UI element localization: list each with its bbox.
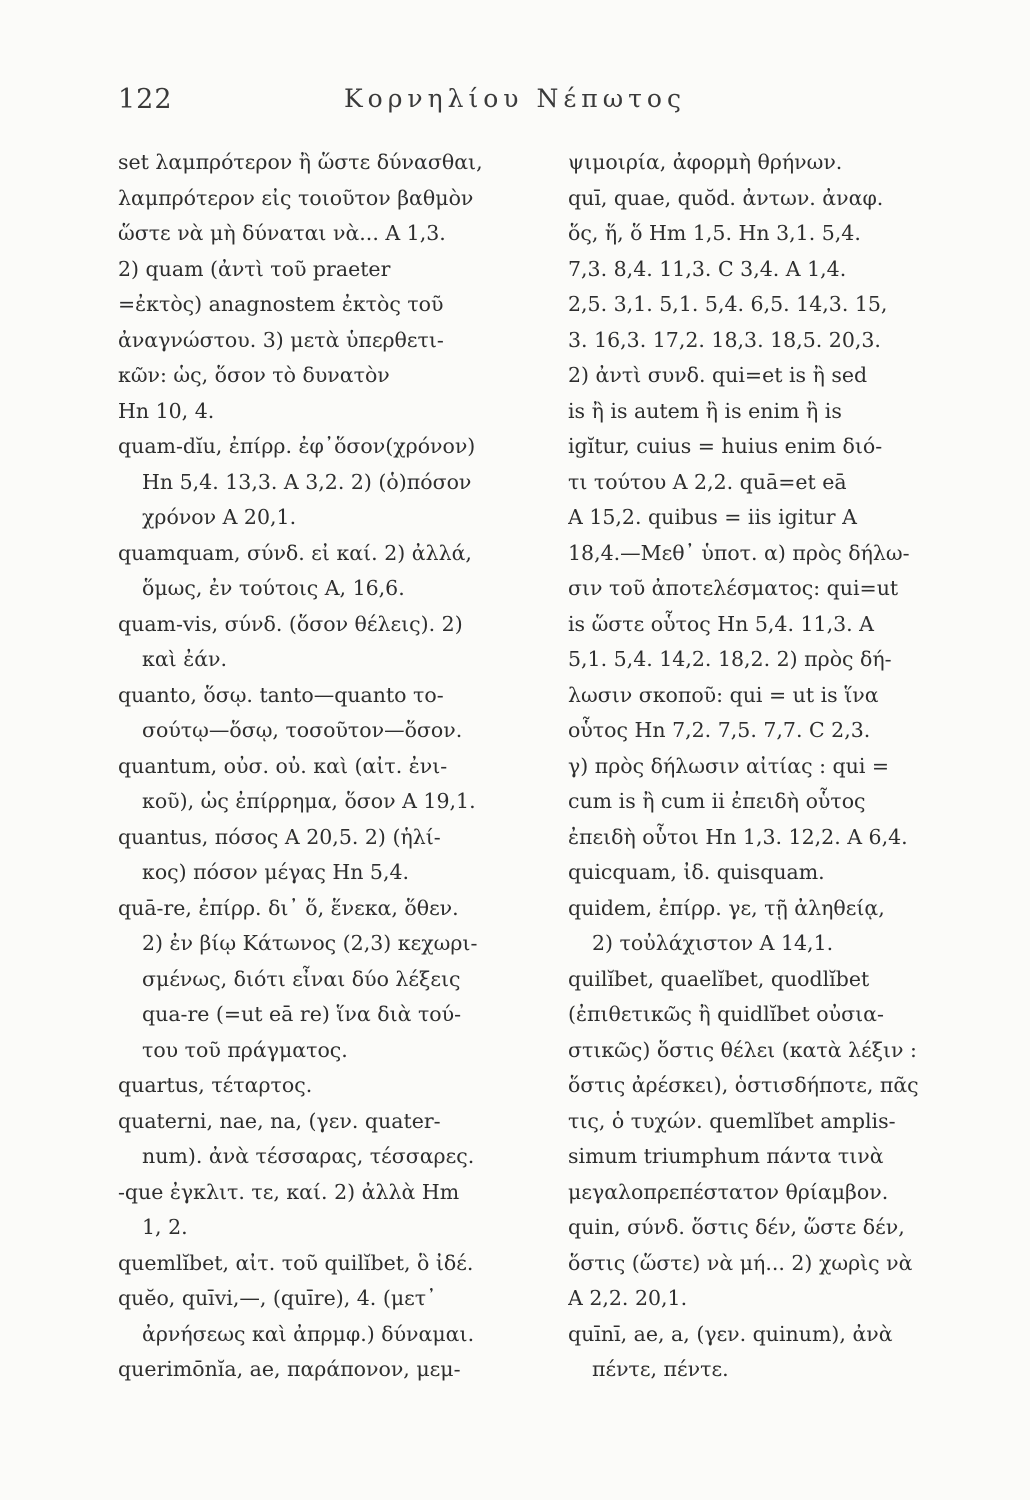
entry-line: quartus, τέταρτος.	[118, 1073, 313, 1097]
entry-line: ἐπειδὴ οὗτοι Hn 1,3. 12,2. A 6,4.	[568, 824, 908, 849]
entry-line: ὅς, ἥ, ὅ Hm 1,5. Hn 3,1. 5,4.	[568, 221, 861, 245]
entry-line: quin, σύνδ. ὅστις δέν, ὥστε δέν,	[568, 1215, 905, 1239]
entry-line: ὅστις (ὥστε) νὰ μή... 2) χωρὶς νὰ	[568, 1250, 913, 1275]
entry-line: A 2,2. 20,1.	[568, 1286, 688, 1310]
entry-line: num). ἀνὰ τέσσαρας, τέσσαρες.	[142, 1144, 475, 1168]
entry-line: Hn 5,4. 13,3. A 3,2. 2) (ὁ)πόσον	[142, 469, 472, 494]
entry-line: γ) πρὸς δήλωσιν αἰτίας : qui =	[568, 753, 890, 778]
entry-line: quĕo, quīvi,—, (quīre), 4. (μετ᾽	[118, 1286, 437, 1310]
right-column	[568, 145, 1008, 1388]
entry-line: quemlĭbet, αἰτ. τοῦ quilĭbet, ὃ ἰδέ.	[118, 1250, 474, 1275]
entry-line: cum is ἢ cum ii ἐπειδὴ οὗτος	[568, 789, 866, 813]
entry-line: quilĭbet, quaelĭbet, quodlĭbet	[568, 966, 870, 991]
entry-line: quanto, ὅσῳ. tanto—quanto το-	[118, 682, 444, 707]
entry-line: quā-re, ἐπίρρ. δι᾽ ὅ, ἕνεκα, ὅθεν.	[118, 895, 459, 920]
entry-line: μεγαλοπρεπέστατον θρίαμβον.	[568, 1179, 889, 1204]
entry-line: ψιμοιρία, ἀφορμὴ θρήνων.	[568, 150, 843, 174]
entry-line: 2) ἐν βίῳ Κάτωνος (2,3) κεχωρι-	[142, 931, 478, 955]
entry-line: 1, 2.	[142, 1215, 188, 1239]
entry-line: πέντε, πέντε.	[592, 1357, 729, 1381]
entry-line: =ἐκτὸς) anagnostem ἐκτὸς τοῦ	[118, 292, 444, 316]
entry-line: κῶν: ὡς, ὅσον τὸ δυνατὸν	[118, 363, 390, 387]
entry-line: 7,3. 8,4. 11,3. C 3,4. A 1,4.	[568, 256, 847, 281]
entry-line: 3. 16,3. 17,2. 18,3. 18,5. 20,3.	[568, 327, 881, 352]
entry-line: quam-dĭu, ἐπίρρ. ἐφ᾽ὅσον(χρόνον)	[118, 434, 476, 458]
entry-line: σιν τοῦ ἀποτελέσματος: qui=ut	[568, 576, 899, 600]
entry-line: Hn 10, 4.	[118, 398, 215, 423]
entry-line: κοῦ), ὡς ἐπίρρημα, ὅσον A 19,1.	[142, 789, 476, 813]
entry-line: quicquam, ἰδ. quisquam.	[568, 860, 825, 884]
entry-line: 2) ἀντὶ συνδ. qui=et is ἢ sed	[568, 363, 868, 387]
entry-line: quantum, οὐσ. οὐ. καὶ (αἰτ. ἐνι-	[118, 753, 448, 778]
entry-line: quaterni, nae, na, (γεν. quater-	[118, 1108, 441, 1133]
entry-line: ὥστε νὰ μὴ δύναται νὰ... A 1,3.	[118, 221, 446, 245]
entry-line: τι τούτου A 2,2. quā=et eā	[568, 469, 847, 494]
entry-line: τις, ὁ τυχών. quemlĭbet amplis-	[568, 1108, 896, 1133]
entry-line: χρόνον A 20,1.	[142, 505, 297, 529]
entry-line: σμένως, διότι εἶναι δύο λέξεις	[142, 966, 461, 991]
entry-line: ὅστις ἀρέσκει), ὁστισδήποτε, πᾶς	[568, 1073, 919, 1097]
entry-line: 2) quam (ἀντὶ τοῦ praeter	[118, 256, 391, 281]
entry-line: simum triumphum πάντα τινὰ	[568, 1144, 884, 1168]
entry-line: ἀναγνώστου. 3) μετὰ ὑπερθετι-	[118, 327, 444, 352]
entry-line: οὗτος Hn 7,2. 7,5. 7,7. C 2,3.	[568, 718, 871, 742]
entry-line: qua-re (=ut eā re) ἵνα διὰ τού-	[142, 1002, 462, 1026]
entry-line: ὅμως, ἐν τούτοις A, 16,6.	[142, 576, 405, 600]
entry-line: quidem, ἐπίρρ. γε, τῇ ἀληθείᾳ,	[568, 895, 885, 920]
entry-line: is ὥστε οὗτος Hn 5,4. 11,3. A	[568, 611, 874, 636]
entry-line: 2) τοὐλάχιστον A 14,1.	[592, 931, 834, 955]
entry-line: quam-vis, σύνδ. (ὅσον θέλεις). 2)	[118, 611, 463, 636]
entry-line: A 15,2. quibus = iis igitur A	[568, 505, 857, 529]
entry-line: querimōnĭa, ae, παράπονον, μεμ-	[118, 1357, 461, 1381]
entry-line: του τοῦ πράγματος.	[142, 1037, 348, 1062]
page-number: 122	[118, 84, 173, 115]
entry-line: set λαμπρότερον ἢ ὥστε δύνασθαι,	[118, 150, 483, 174]
entry-line: (ἐπιθετικῶς ἢ quidlĭbet οὐσια-	[568, 1002, 884, 1026]
entry-line: 2,5. 3,1. 5,1. 5,4. 6,5. 14,3. 15,	[568, 292, 888, 316]
left-column	[118, 145, 558, 1388]
entry-line: σούτῳ—ὅσῳ, τοσοῦτον—ὅσον.	[142, 718, 463, 742]
entry-line: 18,4.—Μεθ᾽ ὑποτ. α) πρὸς δήλω-	[568, 540, 910, 565]
entry-line: 5,1. 5,4. 14,2. 18,2. 2) πρὸς δή-	[568, 647, 892, 671]
entry-line: -que ἐγκλιτ. τε, καί. 2) ἀλλὰ Hm	[118, 1179, 460, 1204]
entry-line: quī, quae, quŏd. ἀντων. ἀναφ.	[568, 185, 884, 210]
entry-line: quantus, πόσος A 20,5. 2) (ἡλί-	[118, 824, 441, 849]
entry-line: quīnī, ae, a, (γεν. quinum), ἀνὰ	[568, 1321, 893, 1346]
entry-line: καὶ ἐάν.	[142, 647, 228, 671]
entry-line: is ἢ is autem ἢ is enim ἢ is	[568, 398, 842, 423]
entry-line: λαμπρότερον εἰς τοιοῦτον βαθμὸν	[118, 185, 474, 210]
running-head: Κορνηλίου Νέπωτος	[344, 84, 686, 113]
entry-line: ἀρνήσεως καὶ ἀπρμφ.) δύναμαι.	[142, 1321, 475, 1346]
entry-line: quamquam, σύνδ. εἰ καί. 2) ἀλλά,	[118, 540, 472, 565]
entry-line: στικῶς) ὅστις θέλει (κατὰ λέξιν :	[568, 1037, 917, 1062]
entry-line: κος) πόσον μέγας Hn 5,4.	[142, 860, 410, 884]
entry-line: λωσιν σκοποῦ: qui = ut is ἵνα	[568, 682, 879, 707]
entry-line: igĭtur, cuius = huius enim διό-	[568, 434, 883, 458]
